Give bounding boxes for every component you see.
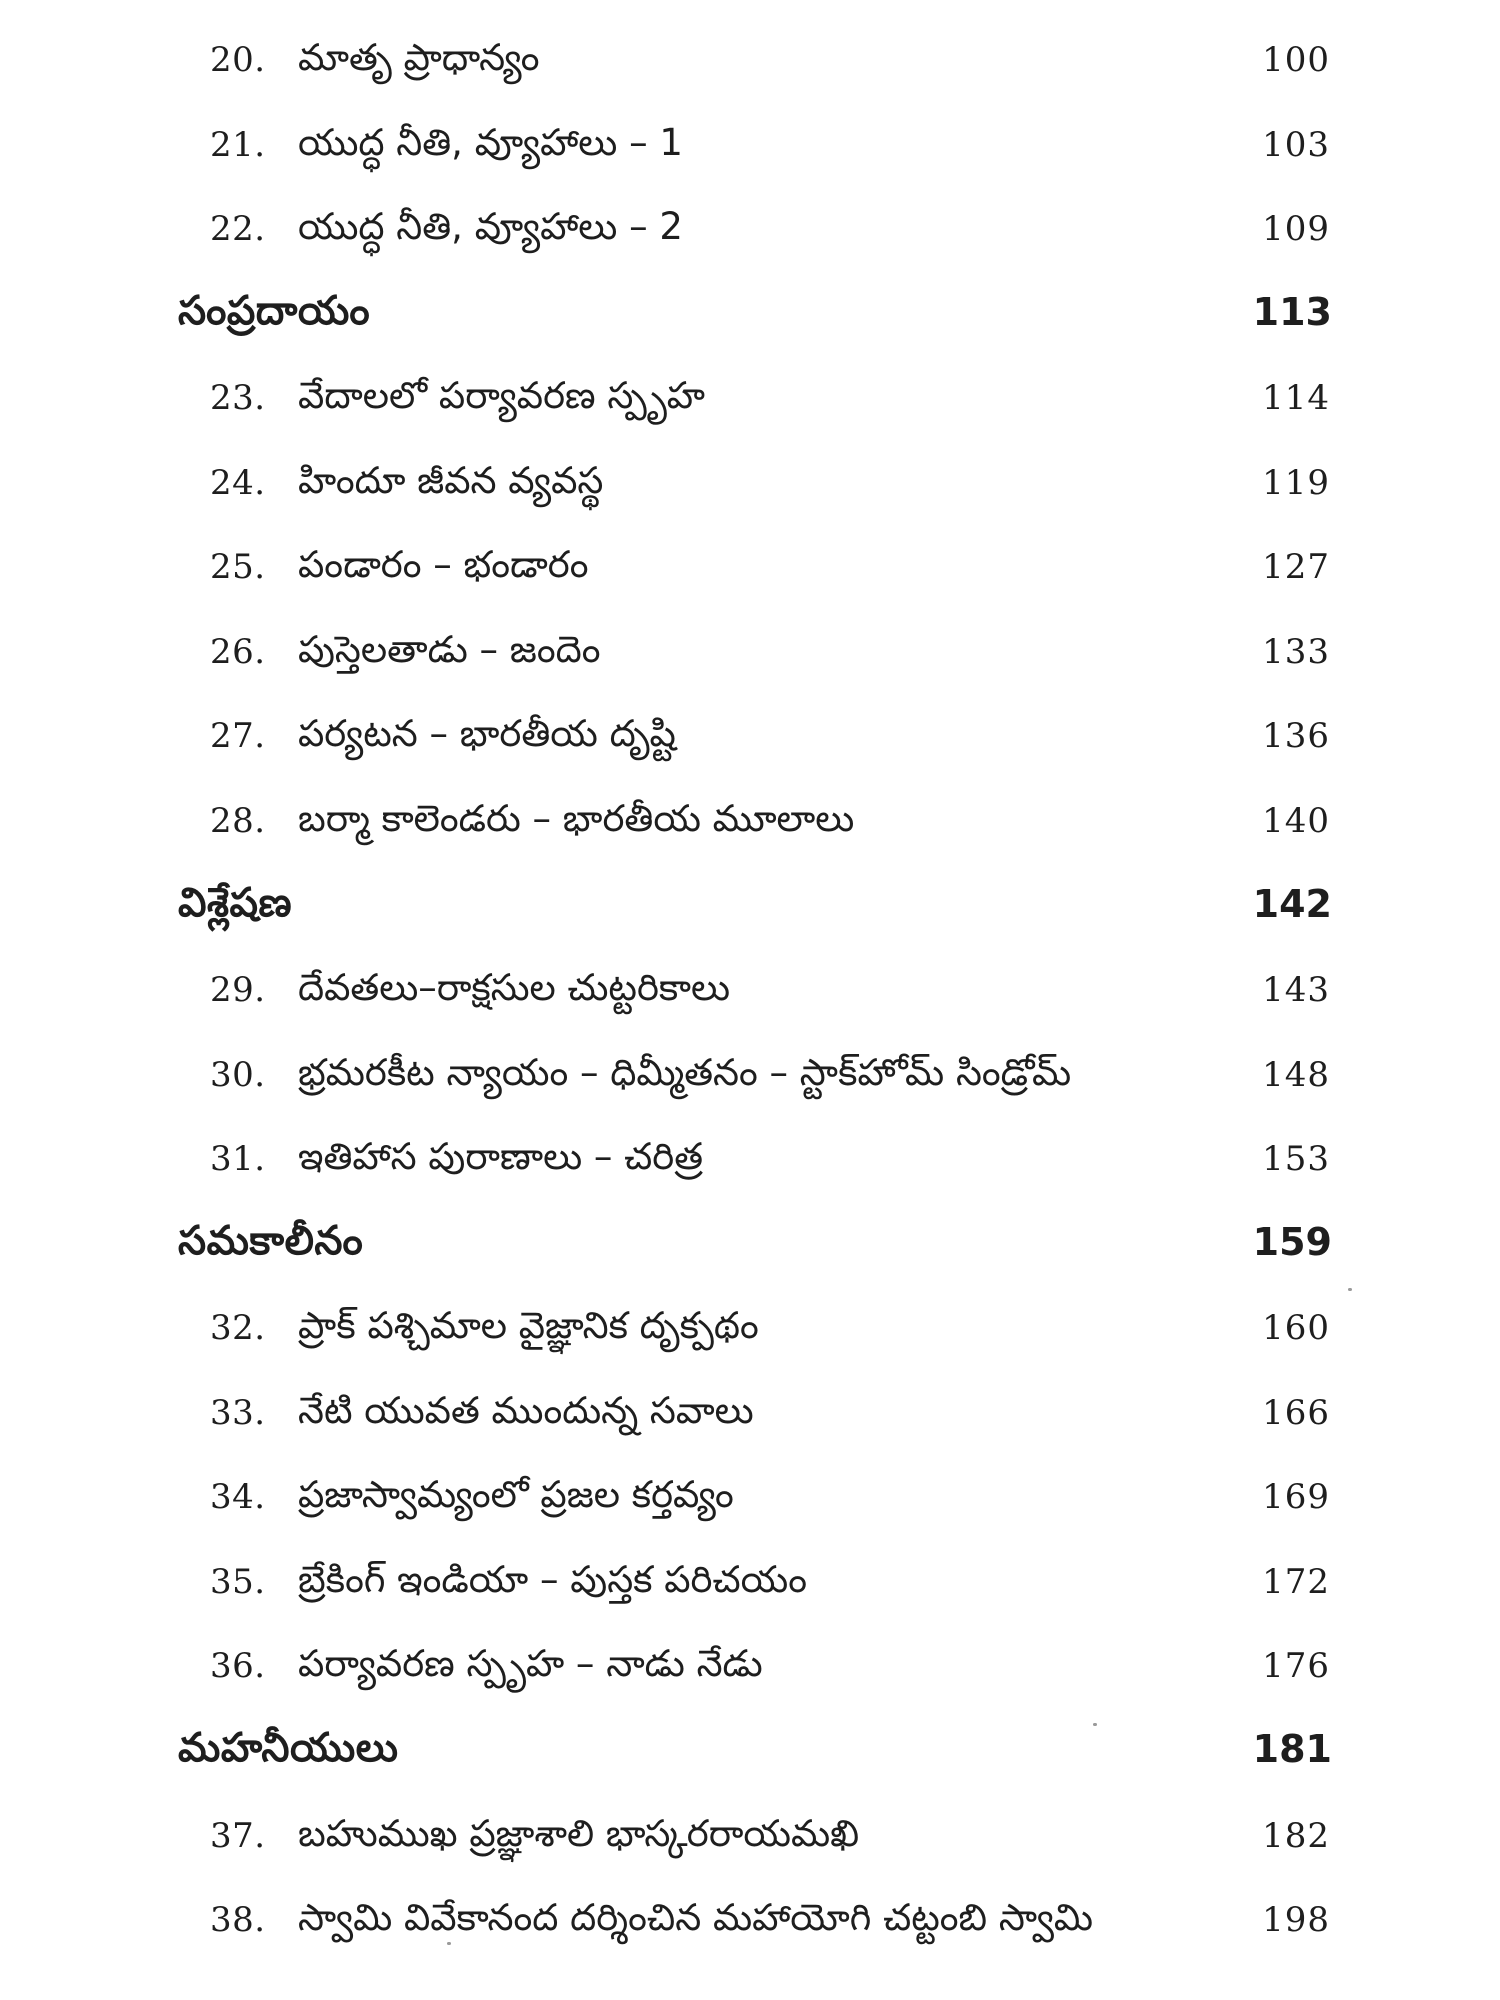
print-speck: [1093, 1723, 1097, 1726]
section-title: విశ్లేషణ: [178, 879, 292, 926]
entry-number: 28.: [210, 800, 266, 841]
entry-page-number: 148: [1262, 1054, 1330, 1095]
entry-title: పర్యావరణ స్పృహ – నాడు నేడు: [298, 1642, 763, 1686]
entry-title: దేవతలు–రాక్షసుల చుట్టరికాలు: [298, 966, 731, 1010]
entry-page-number: 166: [1262, 1392, 1330, 1433]
print-speck: [447, 1942, 451, 1945]
entry-page-number: 153: [1262, 1139, 1330, 1180]
toc-entry: [0, 1047, 1500, 1107]
entry-title: పండారం – భండారం: [298, 543, 589, 587]
toc-entry: [0, 708, 1500, 768]
entry-number: 35.: [210, 1561, 266, 1602]
entry-number: 31.: [210, 1139, 266, 1180]
entry-number: 21.: [210, 124, 266, 165]
entry-page-number: 127: [1262, 547, 1330, 588]
toc-entry: [0, 1638, 1500, 1698]
entry-page-number: 169: [1262, 1477, 1330, 1518]
entry-number: 38.: [210, 1900, 266, 1941]
entry-title: భ్రమరకీట న్యాయం – ధిమ్మీతనం – స్టాక్‌హోమ్ సిండ్రోమ్: [298, 1050, 1072, 1094]
toc-entry: [0, 624, 1500, 684]
toc-entry: [0, 455, 1500, 515]
toc-entry: [0, 793, 1500, 853]
section-page-number: 159: [1252, 1219, 1332, 1264]
toc-entry: [0, 962, 1500, 1022]
toc-entry: [0, 1469, 1500, 1529]
toc-section-heading: [0, 1216, 1500, 1276]
entry-title: పుస్తెలతాడు – జందెం: [298, 627, 601, 671]
section-title: మహనీయులు: [178, 1725, 399, 1771]
entry-page-number: 119: [1262, 462, 1330, 503]
toc-entry: [0, 539, 1500, 599]
entry-number: 22.: [210, 209, 266, 250]
entry-number: 32.: [210, 1308, 266, 1349]
entry-title: నేటి యువత ముందున్న సవాలు: [298, 1388, 754, 1432]
entry-title: స్వామి వివేకానంద దర్శించిన మహాయోగి చట్టంబి స్వామి: [298, 1896, 1094, 1940]
entry-number: 29.: [210, 970, 266, 1011]
entry-page-number: 133: [1262, 631, 1330, 672]
entry-number: 33.: [210, 1392, 266, 1433]
entry-title: యుద్ధ నీతి, వ్యూహాలు – 1: [298, 120, 683, 164]
toc-entry: [0, 32, 1500, 92]
entry-title: వేదాలలో పర్యావరణ స్పృహ: [298, 374, 706, 418]
entry-page-number: 160: [1262, 1308, 1330, 1349]
toc-entry: [0, 1131, 1500, 1191]
entry-title: బహుముఖ ప్రజ్ఞాశాలి భాస్కరరాయమఖి: [298, 1811, 860, 1855]
print-speck: [1348, 1288, 1352, 1291]
section-page-number: 113: [1252, 289, 1332, 334]
entry-number: 23.: [210, 378, 266, 419]
toc-section-heading: [0, 1723, 1500, 1783]
toc-entry: [0, 117, 1500, 177]
toc-entry: [0, 1892, 1500, 1952]
entry-number: 24.: [210, 462, 266, 503]
entry-number: 37.: [210, 1815, 266, 1856]
toc-entry: [0, 1385, 1500, 1445]
entry-number: 36.: [210, 1646, 266, 1687]
entry-page-number: 143: [1262, 970, 1330, 1011]
toc-entry: [0, 1808, 1500, 1868]
toc-entry: [0, 201, 1500, 261]
toc-entry: [0, 1300, 1500, 1360]
entry-title: ప్రజాస్వామ్యంలో ప్రజల కర్తవ్యం: [298, 1473, 734, 1517]
toc-entry: [0, 1554, 1500, 1614]
entry-page-number: 198: [1262, 1900, 1330, 1941]
section-title: సమకాలీనం: [178, 1217, 364, 1264]
entry-title: పర్యటన – భారతీయ దృష్టి: [298, 712, 676, 756]
toc-section-heading: [0, 286, 1500, 346]
entry-number: 25.: [210, 547, 266, 588]
toc-entry: [0, 370, 1500, 430]
entry-title: యుద్ధ నీతి, వ్యూహాలు – 2: [298, 205, 683, 249]
entry-page-number: 103: [1262, 124, 1330, 165]
entry-page-number: 109: [1262, 209, 1330, 250]
section-page-number: 181: [1252, 1727, 1332, 1771]
entry-page-number: 100: [1262, 40, 1330, 80]
entry-number: 34.: [210, 1477, 266, 1518]
entry-page-number: 172: [1262, 1561, 1330, 1602]
entry-title: మాతృ ప్రాధాన్యం: [298, 36, 540, 79]
entry-number: 30.: [210, 1054, 266, 1095]
entry-title: ఇతిహాస పురాణాలు – చరిత్ర: [298, 1135, 703, 1179]
entry-title: బ్రేకింగ్ ఇండియా – పుస్తక పరిచయం: [298, 1557, 807, 1601]
entry-page-number: 182: [1262, 1815, 1330, 1856]
entry-page-number: 176: [1262, 1646, 1330, 1687]
section-title: సంప్రదాయం: [178, 287, 371, 334]
entry-number: 20.: [210, 40, 266, 80]
toc-section-heading: [0, 878, 1500, 938]
entry-title: బర్మా కాలెండరు – భారతీయ మూలాలు: [298, 796, 855, 840]
entry-page-number: 140: [1262, 800, 1330, 841]
entry-number: 26.: [210, 631, 266, 672]
entry-page-number: 136: [1262, 716, 1330, 757]
entry-number: 27.: [210, 716, 266, 757]
entry-title: హిందూ జీవన వ్యవస్థ: [298, 458, 604, 502]
entry-page-number: 114: [1262, 378, 1330, 419]
section-page-number: 142: [1252, 881, 1332, 926]
entry-title: ప్రాక్ పశ్చిమాల వైజ్ఞానిక దృక్పథం: [298, 1304, 759, 1348]
